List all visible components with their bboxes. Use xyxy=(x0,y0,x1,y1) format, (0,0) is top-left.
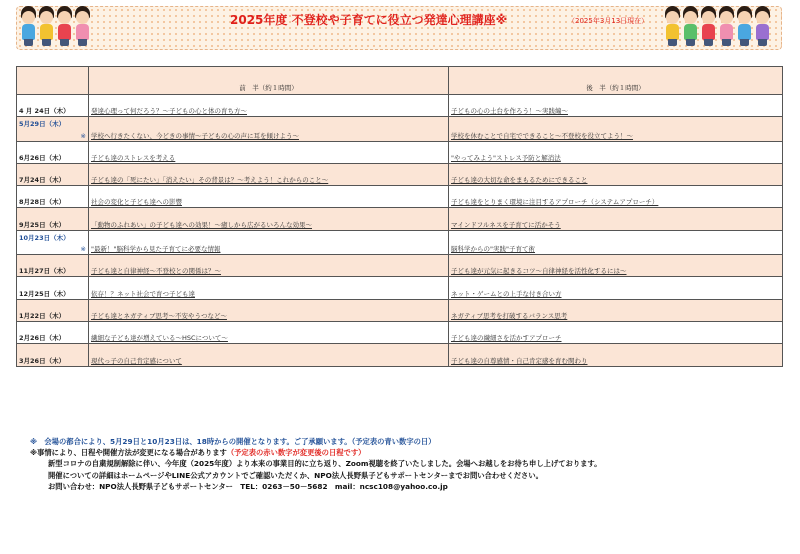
change-note-text: ※事情により、日程や開催方法が変更になる場合があります xyxy=(30,448,227,458)
table-row xyxy=(17,230,783,254)
details-note: 開催についての詳細はホームページやLINE公式アカウントでご確認いただくか、NPO法人長野県子どもサポートセンターまでお問い合わせください。 xyxy=(48,470,543,480)
second-half-topic: 子ども達の自尊感情・自己肯定感を育む関わり xyxy=(449,344,783,366)
session-date xyxy=(17,230,89,254)
footnotes xyxy=(30,436,601,492)
session-date: 6月26日（木） xyxy=(17,141,89,163)
first-half-topic: 子ども達の「死にたい」「消えたい」その背景は？～考えよう！これからのこと～ xyxy=(89,163,449,185)
second-half-topic: 子ども達の繊細さを活かすアプローチ xyxy=(449,321,783,343)
table-header-row xyxy=(17,67,783,95)
child-figure xyxy=(664,2,681,48)
venue-note: ※ 会場の都合により、5月29日と10月23日は、18時からの開催となります。ご了承願います。（予定表の青い数字の日） xyxy=(30,437,436,446)
table-row xyxy=(17,141,783,163)
second-half-topic: 子どもの心の土台を作ろう！～実践編～ xyxy=(449,95,783,117)
second-half-topic: "やってみよう"ストレス予防と解消法 xyxy=(449,141,783,163)
header-first-half: 前 半（約１時間） xyxy=(89,67,449,95)
table-row xyxy=(17,344,783,366)
second-half-topic: ネット・ゲームとの上手な付き合い方 xyxy=(449,277,783,299)
child-figure xyxy=(718,2,735,48)
session-date: 2月26日（木） xyxy=(17,321,89,343)
first-half-topic: 社会の変化と子ども達への影響 xyxy=(89,186,449,208)
as-of-date: （2025年3月13日現在） xyxy=(568,17,649,25)
table-row xyxy=(17,321,783,343)
session-date: 9月25日（木） xyxy=(17,208,89,230)
table-row xyxy=(17,299,783,321)
second-half-topic: 子ども達が元気に起きるコツ～自律神経を活性化するには～ xyxy=(449,255,783,277)
table-row xyxy=(17,208,783,230)
table-row xyxy=(17,255,783,277)
change-note xyxy=(30,447,601,458)
session-date: 4 月 24日（木） xyxy=(17,95,89,117)
session-date: 8月28日（木） xyxy=(17,186,89,208)
note-mark: ※ xyxy=(80,131,86,140)
first-half-topic: 子ども達とネガティブ思考～不安やうつなど～ xyxy=(89,299,449,321)
session-date xyxy=(17,117,89,141)
first-half-topic: 子ども達のストレスを考える xyxy=(89,141,449,163)
first-half-topic: 発達心理って何だろう？～子どもの心と体の育ち方～ xyxy=(89,95,449,117)
table-row xyxy=(17,277,783,299)
note-mark: ※ xyxy=(80,245,86,254)
second-half-topic: 学校を休むことで自宅でできること～不登校を役立てよう！～ xyxy=(449,117,783,141)
session-date: 1月22日（木） xyxy=(17,299,89,321)
second-half-topic: 脳科学からの"実践"子育て術 xyxy=(449,230,783,254)
session-date-text: 10月23日（木） xyxy=(19,233,70,242)
first-half-topic: 学校へ行きたくない、今どきの事情～子どもの心の声に耳を傾けよう～ xyxy=(89,117,449,141)
table-row xyxy=(17,95,783,117)
child-figure xyxy=(754,2,771,48)
session-date: 7月24日（木） xyxy=(17,163,89,185)
first-half-topic: "最新！"脳科学から見た子育てに必要な情報 xyxy=(89,230,449,254)
first-half-topic: 現代っ子の自己肯定感について xyxy=(89,344,449,366)
header-second-half: 後 半（約１時間） xyxy=(449,67,783,95)
child-figure xyxy=(682,2,699,48)
first-half-topic: 依存！？ネット社会で育つ子ども達 xyxy=(89,277,449,299)
child-figure xyxy=(38,2,55,48)
session-date: 3月26日（木） xyxy=(17,344,89,366)
header-date xyxy=(17,67,89,95)
first-half-topic: 「動物のふれあい」の子ども達への効果！～癒しから広がるいろんな効果～ xyxy=(89,208,449,230)
change-note-red: （予定表の赤い数字が変更後の日程です） xyxy=(226,448,366,458)
session-date: 12月25日（木） xyxy=(17,277,89,299)
page-title: 2025年度 不登校や子育てに役立つ発達心理講座※ xyxy=(230,13,508,27)
child-figure xyxy=(74,2,91,48)
first-half-topic: 繊細な子ども達が増えている～HSCについて～ xyxy=(89,321,449,343)
children-illustration-left xyxy=(20,2,91,48)
table-row xyxy=(17,186,783,208)
session-date: 11月27日（木） xyxy=(17,255,89,277)
second-half-topic: ネガティブ思考を打破するバランス思考 xyxy=(449,299,783,321)
second-half-topic: 子ども達の大切な命をまもるためにできること xyxy=(449,163,783,185)
first-half-topic: 子ども達と自律神経～不登校との関係は？～ xyxy=(89,255,449,277)
contact-info: お問い合わせ：NPO法人長野県子どもサポートセンター TEL：0263－50－5682 mail：ncsc108@yahoo.co.jp xyxy=(48,481,448,491)
second-half-topic: 子ども達をとりまく環境に注目するアプローチ（システムアプローチ） xyxy=(449,186,783,208)
second-half-topic: マインドフルネスを子育てに活かそう xyxy=(449,208,783,230)
child-figure xyxy=(56,2,73,48)
children-illustration-right xyxy=(664,2,771,48)
child-figure xyxy=(700,2,717,48)
zoom-note: 新型コロナの自粛規制解除に伴い、今年度（2025年度）より本来の事業目的に立ち返り、Zoom視聴を終了いたしました。会場へお越しをお待ち申し上げております。 xyxy=(48,459,602,469)
session-date-text: 5月29日（木） xyxy=(19,120,66,129)
schedule-table xyxy=(16,66,783,367)
table-row xyxy=(17,117,783,141)
child-figure xyxy=(20,2,37,48)
table-row xyxy=(17,163,783,185)
child-figure xyxy=(736,2,753,48)
